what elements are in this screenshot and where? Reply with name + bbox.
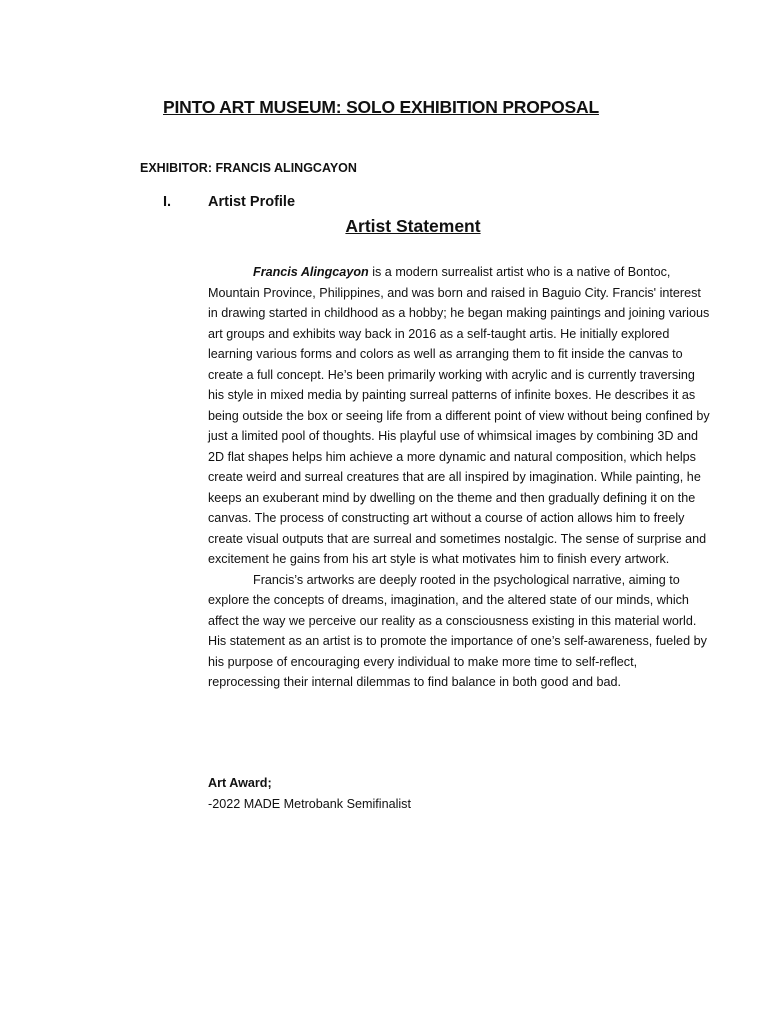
statement-body bbox=[208, 262, 712, 693]
section-numeral: I. bbox=[163, 194, 172, 210]
paragraph-1-text: is a modern surrealist artist who is a native of Bontoc, Mountain Province, Philippines, and was born and raised in Baguio City. Francis' interest in drawing started in childhood as a hobby; he began making paintings and joining various art groups and exhibits way back in 2016 as a self-taught artis. He initially explored learning various forms and colors as well as arranging them to fit inside the canvas to create a full concept. He’s been primarily working with acrylic and is currently traversing his style in mixed media by painting surreal patterns of infinite boxes. He describes it as being outside the box or seeing life from a different point of view without being confined by just a limited pool of thoughts. His playful use of whimsical images by combining 3D and 2D flat shapes helps him achieve a more dynamic and natural composition, which helps create weird and surreal creatures that are all inspired by imagination. While painting, he keeps an exuberant mind by dwelling on the theme and then gradually defining it on the canvas. The process of constructing art without a course of action allows him to freely create visual outputs that are surreal and sometimes nostalgic. The sense of surprise and excitement he gains from his art style is what motivates him to finish every artwork. bbox=[208, 265, 710, 566]
statement-title: Artist Statement bbox=[345, 216, 481, 236]
award-section bbox=[208, 773, 411, 815]
exhibitor-line: EXHIBITOR: FRANCIS ALINGCAYON bbox=[140, 161, 357, 175]
section-heading-text: Artist Profile bbox=[208, 194, 296, 210]
statement-paragraph-2: Francis’s artworks are deeply rooted in the psychological narrative, aiming to explore the concepts of dreams, imagination, and the altered state of our minds, which affect the way we perceive our reality as a consciousness existing in this material world. His statement as an artist is to promote the importance of one’s self-awareness, fueled by his purpose of encouraging every individual to make more time to self-reflect, reprocessing their internal dilemmas to find balance in both good and bad. bbox=[208, 572, 707, 689]
award-item: -2022 MADE Metrobank Semifinalist bbox=[208, 797, 411, 811]
document-title: PINTO ART MUSEUM: SOLO EXHIBITION PROPOSAL bbox=[163, 97, 599, 117]
artist-name: Francis Alingcayon bbox=[253, 265, 369, 279]
statement-paragraph-1 bbox=[208, 262, 712, 570]
award-label: Art Award; bbox=[208, 776, 272, 790]
section-heading bbox=[163, 194, 295, 210]
